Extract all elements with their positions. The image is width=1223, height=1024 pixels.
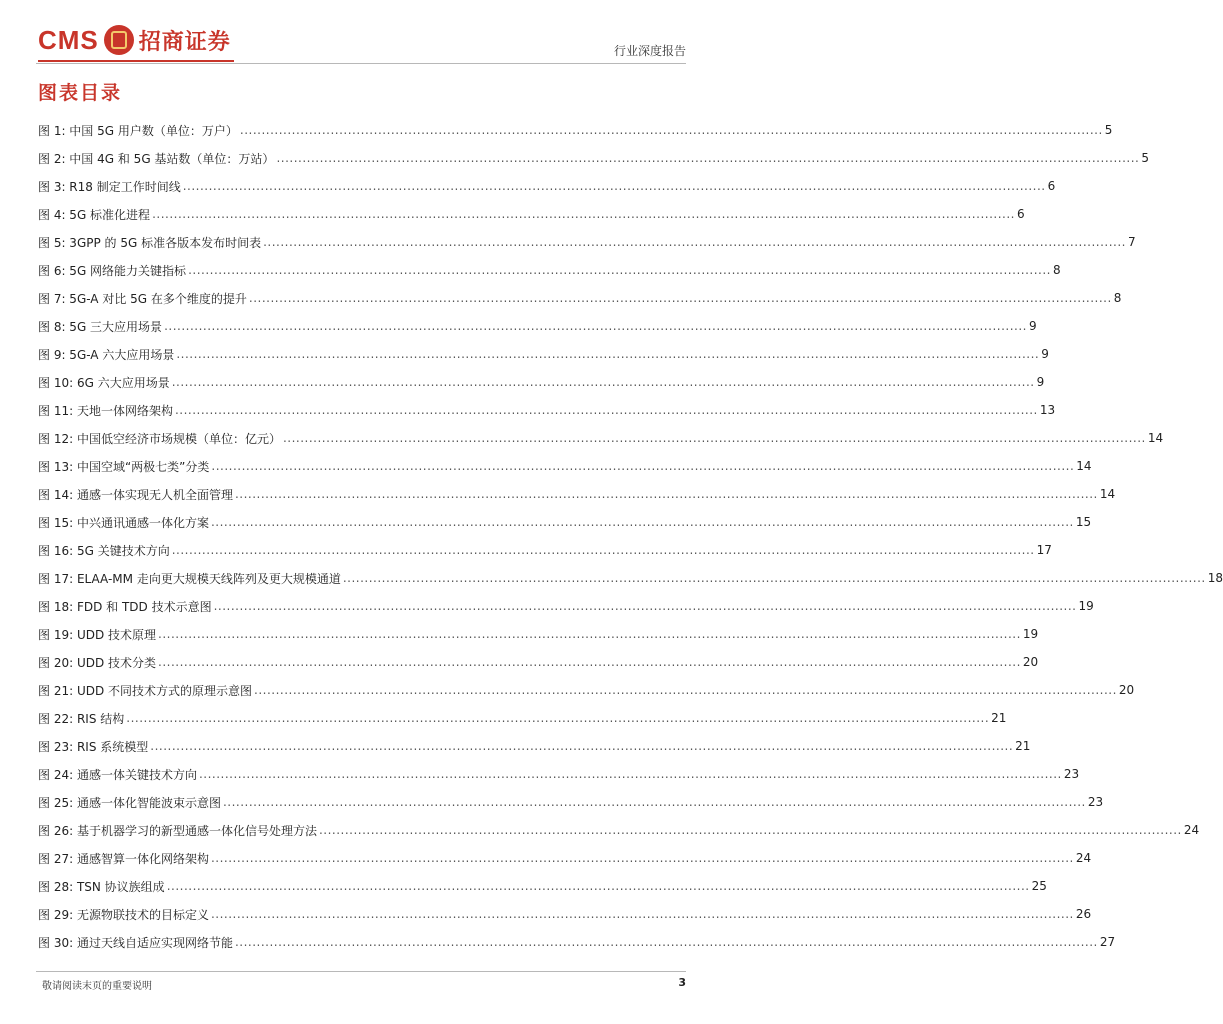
toc-dot-leader: ........................................................................................................................................................................................................ xyxy=(158,655,1021,669)
toc-entry-page: 8 xyxy=(1113,291,1122,305)
footer-page-number: 3 xyxy=(678,976,686,989)
toc-entry-label: 图 29: 无源物联技术的目标定义 xyxy=(38,907,209,922)
toc-entry[interactable] xyxy=(38,536,1052,564)
toc-entry[interactable] xyxy=(38,144,1149,172)
toc-entry-label: 图 11: 天地一体网络架构 xyxy=(38,403,173,418)
toc-entry-page: 23 xyxy=(1063,767,1080,781)
toc-entry-page: 27 xyxy=(1099,935,1116,949)
toc-entry-label: 图 2: 中国 4G 和 5G 基站数（单位：万站） xyxy=(38,151,275,166)
toc-entry[interactable] xyxy=(38,312,1037,340)
toc-entry-page: 6 xyxy=(1047,179,1056,193)
toc-entry-label: 图 5: 3GPP 的 5G 标准各版本发布时间表 xyxy=(38,235,262,250)
toc-dot-leader: ........................................................................................................................................................................................................ xyxy=(150,739,1014,753)
toc-dot-leader: ........................................................................................................................................................................................................ xyxy=(234,487,1098,501)
toc-dot-leader: ........................................................................................................................................................................................................ xyxy=(239,123,1103,137)
toc-entry-page: 8 xyxy=(1052,263,1061,277)
toc-entry-label: 图 17: ELAA-MM 走向更大规模天线阵列及更大规模通道 xyxy=(38,571,341,586)
toc-dot-leader: ........................................................................................................................................................................................................ xyxy=(282,431,1146,445)
toc-entry-page: 18 xyxy=(1207,571,1223,585)
toc-dot-leader: ........................................................................................................................................................................................................ xyxy=(126,711,990,725)
toc-entry-label: 图 26: 基于机器学习的新型通感一体化信号处理方法 xyxy=(38,823,317,838)
toc-dot-leader: ........................................................................................................................................................................................................ xyxy=(213,599,1077,613)
toc-entry-page: 20 xyxy=(1022,655,1039,669)
toc-entry-label: 图 22: RIS 结构 xyxy=(38,711,125,726)
toc-entry-label: 图 16: 5G 关键技术方向 xyxy=(38,543,170,558)
toc-entry-page: 14 xyxy=(1099,487,1116,501)
toc-entry-page: 13 xyxy=(1039,403,1056,417)
toc-entry[interactable] xyxy=(38,732,1031,760)
toc-entry-page: 9 xyxy=(1036,375,1045,389)
toc-entry-label: 图 8: 5G 三大应用场景 xyxy=(38,319,163,334)
toc-entry-page: 24 xyxy=(1075,851,1092,865)
toc-entry-page: 26 xyxy=(1075,907,1092,921)
toc-entry-page: 6 xyxy=(1016,207,1025,221)
toc-dot-leader: ........................................................................................................................................................................................................ xyxy=(210,907,1074,921)
toc-entry[interactable] xyxy=(38,340,1049,368)
toc-entry-page: 5 xyxy=(1104,123,1113,137)
toc-entry-page: 24 xyxy=(1183,823,1200,837)
toc-entry-label: 图 23: RIS 系统模型 xyxy=(38,739,149,754)
toc-entry-page: 9 xyxy=(1028,319,1037,333)
toc-entry-page: 17 xyxy=(1036,543,1052,557)
toc-dot-leader: ........................................................................................................................................................................................................ xyxy=(174,403,1038,417)
toc-entry-label: 图 4: 5G 标准化进程 xyxy=(38,207,151,222)
toc-entry[interactable] xyxy=(38,284,1122,312)
toc-entry-label: 图 13: 中国空域“两极七类”分类 xyxy=(38,459,210,474)
toc-entry[interactable] xyxy=(38,424,1164,452)
toc-entry-label: 图 18: FDD 和 TDD 技术示意图 xyxy=(38,599,212,614)
toc-entry[interactable] xyxy=(38,172,1056,200)
logo-mark-icon xyxy=(104,25,134,55)
toc-entry[interactable] xyxy=(38,900,1092,928)
company-logo xyxy=(38,22,231,58)
toc-entry-page: 21 xyxy=(991,711,1007,725)
toc-entry-page: 25 xyxy=(1031,879,1047,893)
page-title: 图表目录 xyxy=(38,82,123,104)
header-divider xyxy=(36,63,686,64)
toc-entry-page: 19 xyxy=(1078,599,1094,613)
toc-dot-leader: ........................................................................................................................................................................................................ xyxy=(171,375,1035,389)
toc-entry[interactable] xyxy=(38,228,1136,256)
toc-dot-leader: ........................................................................................................................................................................................................ xyxy=(234,935,1098,949)
toc-entry-page: 7 xyxy=(1127,235,1136,249)
toc-entry-label: 图 9: 5G-A 六大应用场景 xyxy=(38,347,175,362)
logo-cms-text: CMS xyxy=(38,24,99,55)
toc-list xyxy=(38,116,1223,956)
toc-entry[interactable] xyxy=(38,648,1039,676)
toc-entry-label: 图 15: 中兴通讯通感一体化方案 xyxy=(38,515,209,530)
toc-entry[interactable] xyxy=(38,116,1113,144)
toc-dot-leader: ........................................................................................................................................................................................................ xyxy=(210,515,1074,529)
page-header xyxy=(0,0,724,68)
toc-entry-page: 20 xyxy=(1118,683,1135,697)
toc-dot-leader: ........................................................................................................................................................................................................ xyxy=(182,179,1046,193)
toc-entry-label: 图 20: UDD 技术分类 xyxy=(38,655,157,670)
toc-entry-page: 14 xyxy=(1076,459,1092,473)
toc-entry-label: 图 30: 通过天线自适应实现网络节能 xyxy=(38,935,233,950)
toc-entry[interactable] xyxy=(38,872,1047,900)
footer-disclaimer: 敬请阅读末页的重要说明 xyxy=(42,981,152,992)
toc-entry-label: 图 19: UDD 技术原理 xyxy=(38,627,157,642)
toc-entry[interactable] xyxy=(38,676,1135,704)
toc-entry-label: 图 14: 通感一体实现无人机全面管理 xyxy=(38,487,233,502)
toc-entry-page: 9 xyxy=(1041,347,1049,361)
toc-dot-leader: ........................................................................................................................................................................................................ xyxy=(248,291,1112,305)
toc-entry-label: 图 7: 5G-A 对比 5G 在多个维度的提升 xyxy=(38,291,247,306)
toc-entry-page: 5 xyxy=(1141,151,1149,165)
toc-entry-page: 23 xyxy=(1087,795,1104,809)
toc-entry-label: 图 3: R18 制定工作时间线 xyxy=(38,179,181,194)
toc-entry[interactable] xyxy=(38,788,1104,816)
logo-underline xyxy=(38,60,234,62)
toc-dot-leader: ........................................................................................................................................................................................................ xyxy=(158,627,1021,641)
toc-entry[interactable] xyxy=(38,200,1025,228)
toc-dot-leader: ........................................................................................................................................................................................................ xyxy=(276,151,1140,165)
toc-dot-leader: ........................................................................................................................................................................................................ xyxy=(188,263,1051,277)
toc-dot-leader: ........................................................................................................................................................................................................ xyxy=(263,235,1126,249)
toc-entry[interactable] xyxy=(38,368,1045,396)
toc-entry-label: 图 12: 中国低空经济市场规模（单位：亿元） xyxy=(38,431,281,446)
toc-entry[interactable] xyxy=(38,760,1080,788)
toc-dot-leader: ........................................................................................................................................................................................................ xyxy=(222,795,1086,809)
toc-entry-page: 19 xyxy=(1022,627,1039,641)
toc-dot-leader: ........................................................................................................................................................................................................ xyxy=(254,683,1117,697)
toc-dot-leader: ........................................................................................................................................................................................................ xyxy=(342,571,1206,585)
toc-entry[interactable] xyxy=(38,844,1092,872)
footer-divider xyxy=(36,971,686,972)
toc-dot-leader: ........................................................................................................................................................................................................ xyxy=(211,459,1075,473)
toc-dot-leader: ........................................................................................................................................................................................................ xyxy=(171,543,1035,557)
toc-entry[interactable] xyxy=(38,256,1061,284)
toc-entry[interactable] xyxy=(38,704,1007,732)
toc-entry-label: 图 1: 中国 5G 用户数（单位：万户） xyxy=(38,123,238,138)
toc-entry-page: 21 xyxy=(1015,739,1031,753)
toc-dot-leader: ........................................................................................................................................................................................................ xyxy=(176,347,1040,361)
toc-dot-leader: ........................................................................................................................................................................................................ xyxy=(210,851,1074,865)
toc-entry-label: 图 27: 通感智算一体化网络架构 xyxy=(38,851,209,866)
toc-entry[interactable] xyxy=(38,508,1092,536)
toc-dot-leader: ........................................................................................................................................................................................................ xyxy=(164,319,1027,333)
toc-dot-leader: ........................................................................................................................................................................................................ xyxy=(198,767,1062,781)
toc-entry[interactable] xyxy=(38,592,1094,620)
toc-entry[interactable] xyxy=(38,396,1056,424)
toc-entry[interactable] xyxy=(38,480,1116,508)
toc-entry-label: 图 25: 通感一体化智能波束示意图 xyxy=(38,795,221,810)
toc-dot-leader: ........................................................................................................................................................................................................ xyxy=(152,207,1015,221)
toc-entry-page: 15 xyxy=(1075,515,1092,529)
toc-entry[interactable] xyxy=(38,816,1200,844)
toc-dot-leader: ........................................................................................................................................................................................................ xyxy=(166,879,1030,893)
toc-dot-leader: ........................................................................................................................................................................................................ xyxy=(318,823,1182,837)
toc-entry[interactable] xyxy=(38,452,1092,480)
toc-entry[interactable] xyxy=(38,620,1039,648)
toc-entry[interactable] xyxy=(38,564,1223,592)
toc-entry-label: 图 10: 6G 六大应用场景 xyxy=(38,375,170,390)
toc-entry-label: 图 6: 5G 网络能力关键指标 xyxy=(38,263,187,278)
toc-entry-label: 图 24: 通感一体关键技术方向 xyxy=(38,767,197,782)
logo-cn-text: 招商证券 xyxy=(138,29,231,55)
report-type: 行业深度报告 xyxy=(613,44,686,58)
toc-entry-page: 14 xyxy=(1147,431,1164,445)
toc-entry-label: 图 21: UDD 不同技术方式的原理示意图 xyxy=(38,683,253,698)
toc-entry[interactable] xyxy=(38,928,1116,956)
toc-entry-label: 图 28: TSN 协议族组成 xyxy=(38,879,165,894)
